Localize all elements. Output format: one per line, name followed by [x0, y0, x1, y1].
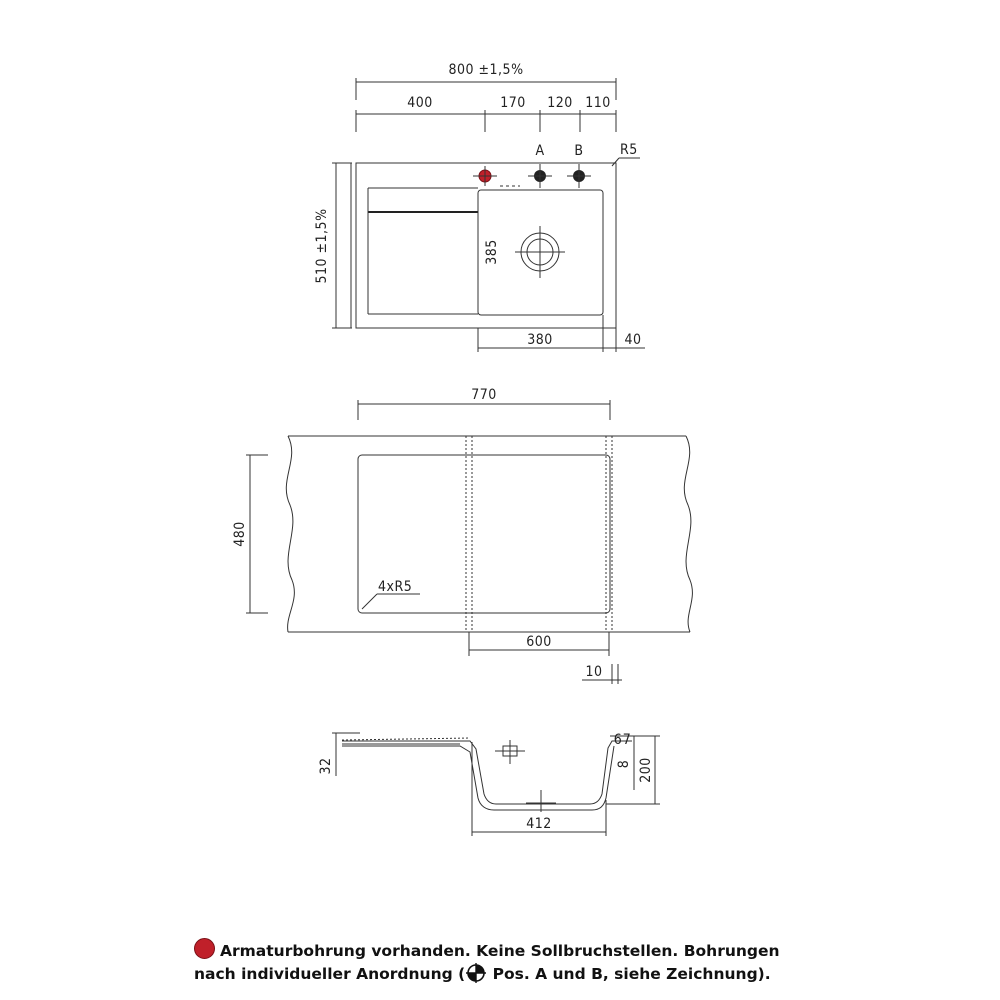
bowl-depth-label: 385	[484, 239, 500, 265]
section-profile-outer	[342, 741, 632, 804]
position-a-label: A	[535, 143, 545, 159]
section-view	[318, 732, 660, 836]
sub-dim-7-label: 7	[622, 732, 632, 748]
legend-line-2	[194, 963, 834, 986]
bowl-width-label: 380	[527, 332, 553, 348]
overall-width-label: 800 ±1,5%	[448, 62, 524, 78]
sub-dim-6-label: 6	[613, 732, 623, 748]
cutout-view	[232, 387, 692, 684]
legend-line-1	[194, 938, 834, 963]
bowl-cutout-width-label: 600	[526, 634, 552, 650]
break-line-right	[684, 436, 692, 632]
segment-120-label: 120	[547, 95, 573, 111]
cutout-width-label: 770	[471, 387, 497, 403]
tap-hole-a-icon	[528, 164, 552, 188]
segment-110-label: 110	[585, 95, 611, 111]
segment-400-label: 400	[407, 95, 433, 111]
section-profile-inner	[342, 746, 614, 810]
break-line-left	[286, 436, 294, 632]
tap-hole-b-icon	[567, 164, 591, 188]
radius-r5-label: R5	[620, 142, 638, 158]
segment-170-label: 170	[500, 95, 526, 111]
crosshair-circle-icon	[466, 963, 486, 983]
edge-40-label: 40	[624, 332, 642, 348]
legend-text-2a: nach individueller Anordnung (	[194, 965, 466, 983]
tap-hole-section-icon	[495, 740, 525, 764]
cutout-depth-label: 480	[232, 521, 248, 547]
top-view	[314, 62, 645, 352]
tap-hole-existing-icon	[473, 166, 497, 186]
legend	[194, 938, 834, 986]
overall-depth-label: 510 ±1,5%	[314, 208, 330, 284]
gap-label: 10	[585, 664, 603, 680]
sub-dim-8-label: 8	[616, 759, 632, 769]
rim-height-label: 32	[318, 757, 334, 775]
total-height-label: 200	[638, 757, 654, 783]
legend-text-2b: Pos. A und B, siehe Zeichnung).	[487, 965, 771, 983]
drain-icon	[515, 226, 565, 278]
bowl-bottom-width-label: 412	[526, 816, 552, 832]
legend-text-1: Armaturbohrung vorhanden. Keine Sollbruchstellen. Bohrungen	[220, 942, 780, 960]
corner-radius-label: 4xR5	[378, 579, 413, 595]
drain-section-icon	[526, 790, 556, 812]
position-b-label: B	[574, 143, 584, 159]
tap-hole-red-dot-icon	[194, 938, 215, 959]
